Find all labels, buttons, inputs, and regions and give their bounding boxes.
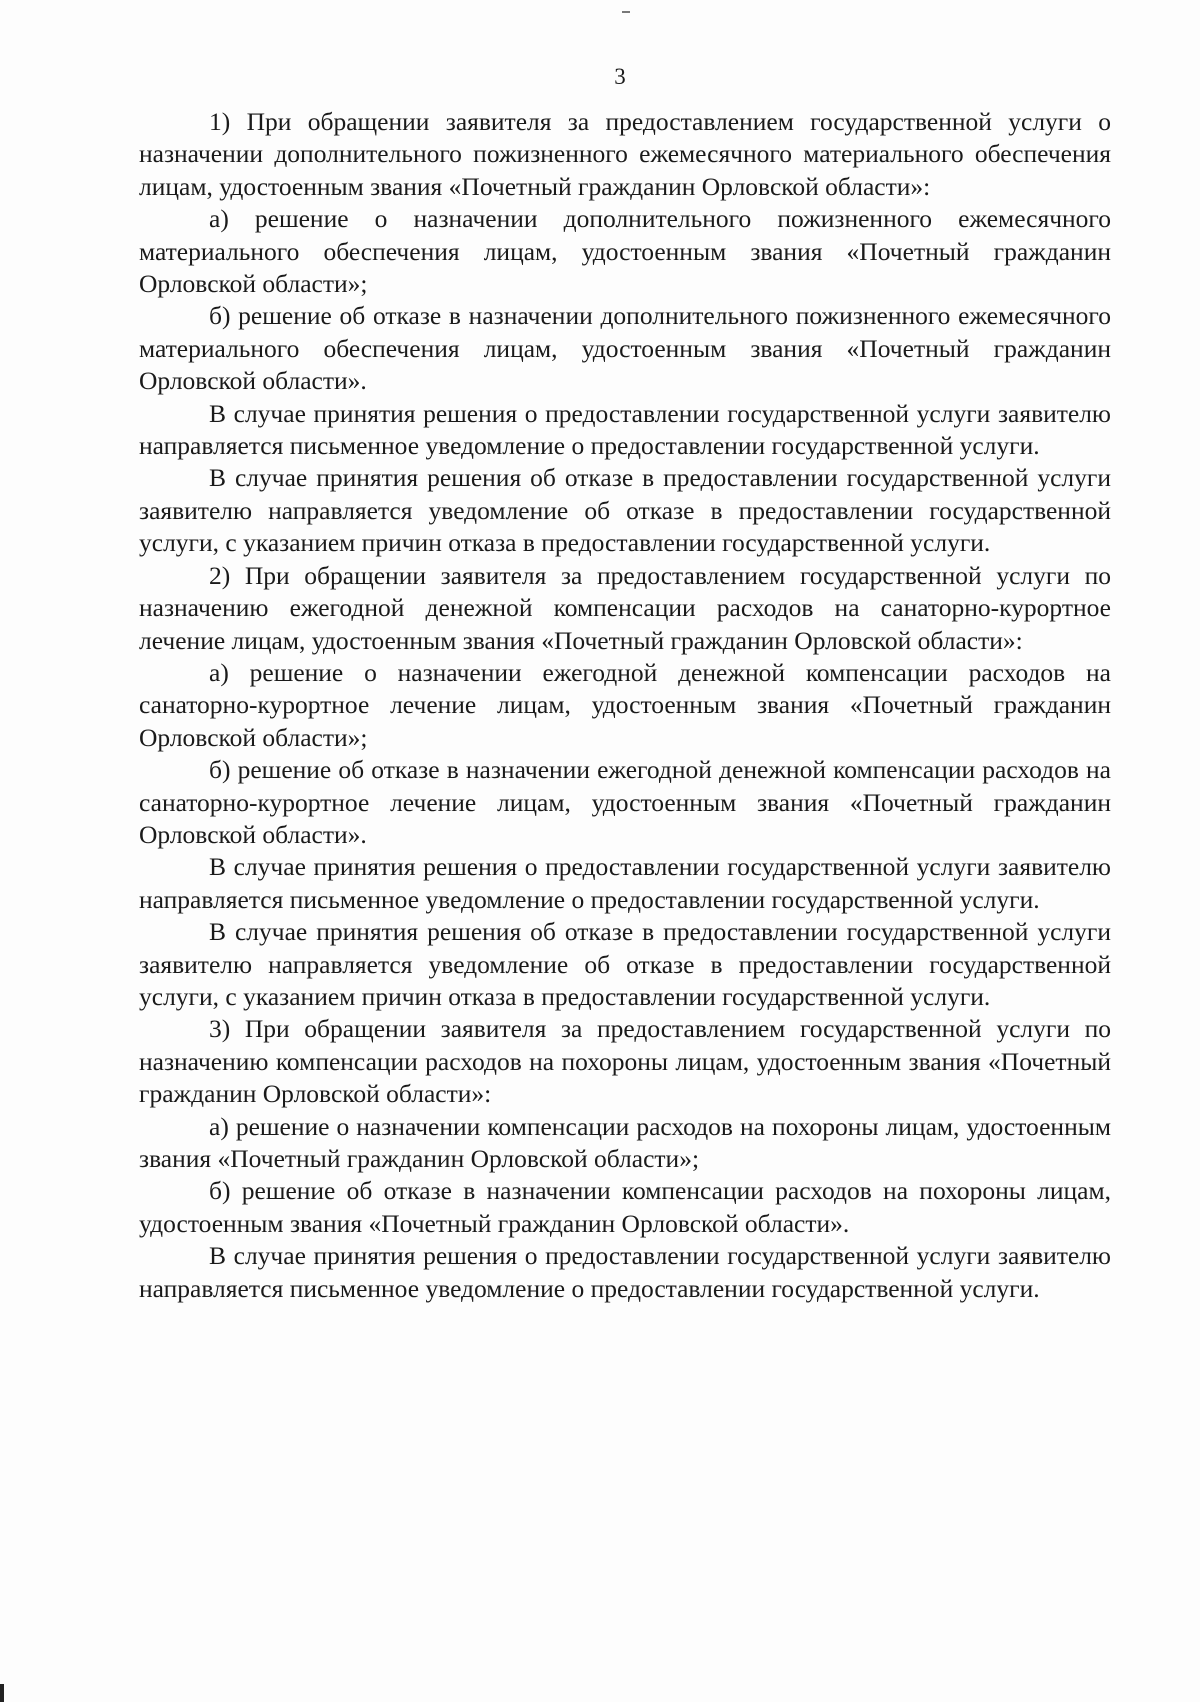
paragraph-1a: а) решение о назначении дополнительного пожизненного ежемесячного материального обеспечения лицам, удостоенным звания «Почетный гражданин Орловской области»; bbox=[139, 204, 1111, 299]
paragraph-3-approval: В случае принятия решения о предоставлении государственной услуги заявителю направляется письменное уведомление о предоставлении государственной услуги. bbox=[139, 1241, 1111, 1303]
paragraph-1-approval: В случае принятия решения о предоставлении государственной услуги заявителю направляется письменное уведомление о предоставлении государственной услуги. bbox=[139, 398, 1111, 461]
paragraph-2a: а) решение о назначении ежегодной денежной компенсации расходов на санаторно-курортное лечение лицам, удостоенным звания «Почетный гражданин Орловской области»; bbox=[139, 657, 1111, 752]
paragraph-2-refusal: В случае принятия решения об отказе в предоставлении государственной услуги заявителю направляется уведомление об отказе в предоставлении государственной услуги, с указанием причин отказа в предоставлении государственной услуги. bbox=[139, 917, 1111, 1011]
paragraph-2-approval: В случае принятия решения о предоставлении государственной услуги заявителю направляется письменное уведомление о предоставлении государственной услуги. bbox=[139, 852, 1111, 914]
paragraph-1-intro: 1) При обращении заявителя за предоставлением государственной услуги о назначении дополнительного пожизненного ежемесячного материального обеспечения лицам, удостоенным звания «Почетный гражданин Орловской области»: bbox=[139, 107, 1111, 201]
paragraph-3-intro: 3) При обращении заявителя за предоставлением государственной услуги по назначению компенсации расходов на похороны лицам, удостоенным звания «Почетный гражданин Орловской области»: bbox=[139, 1014, 1111, 1109]
paragraph-1-refusal: В случае принятия решения об отказе в предоставлении государственной услуги заявителю направляется уведомление об отказе в предоставлении государственной услуги, с указанием причин отказа в предоставлении государственной услуги. bbox=[139, 463, 1111, 558]
paragraph-3b: б) решение об отказе в назначении компенсации расходов на похороны лицам, удостоенным звания «Почетный гражданин Орловской области». bbox=[139, 1176, 1111, 1238]
page-number: 3 bbox=[614, 64, 626, 89]
paragraph-1b: б) решение об отказе в назначении дополнительного пожизненного ежемесячного материального обеспечения лицам, удостоенным звания «Почетный гражданин Орловской области». bbox=[139, 301, 1111, 396]
paragraph-2b: б) решение об отказе в назначении ежегодной денежной компенсации расходов на санаторно-курортное лечение лицам, удостоенным звания «Почетный гражданин Орловской области». bbox=[139, 755, 1111, 849]
scan-edge-mark bbox=[0, 1684, 4, 1702]
scan-speck bbox=[622, 11, 630, 13]
paragraph-3a: а) решение о назначении компенсации расходов на похороны лицам, удостоенным звания «Почетный гражданин Орловской области»; bbox=[139, 1111, 1111, 1173]
paragraph-2-intro: 2) При обращении заявителя за предоставлением государственной услуги по назначению ежегодной денежной компенсации расходов на санаторно-курортное лечение лицам, удостоенным звания «Почетный гражданин Орловской области»: bbox=[139, 560, 1111, 655]
document-body bbox=[139, 106, 1111, 1305]
